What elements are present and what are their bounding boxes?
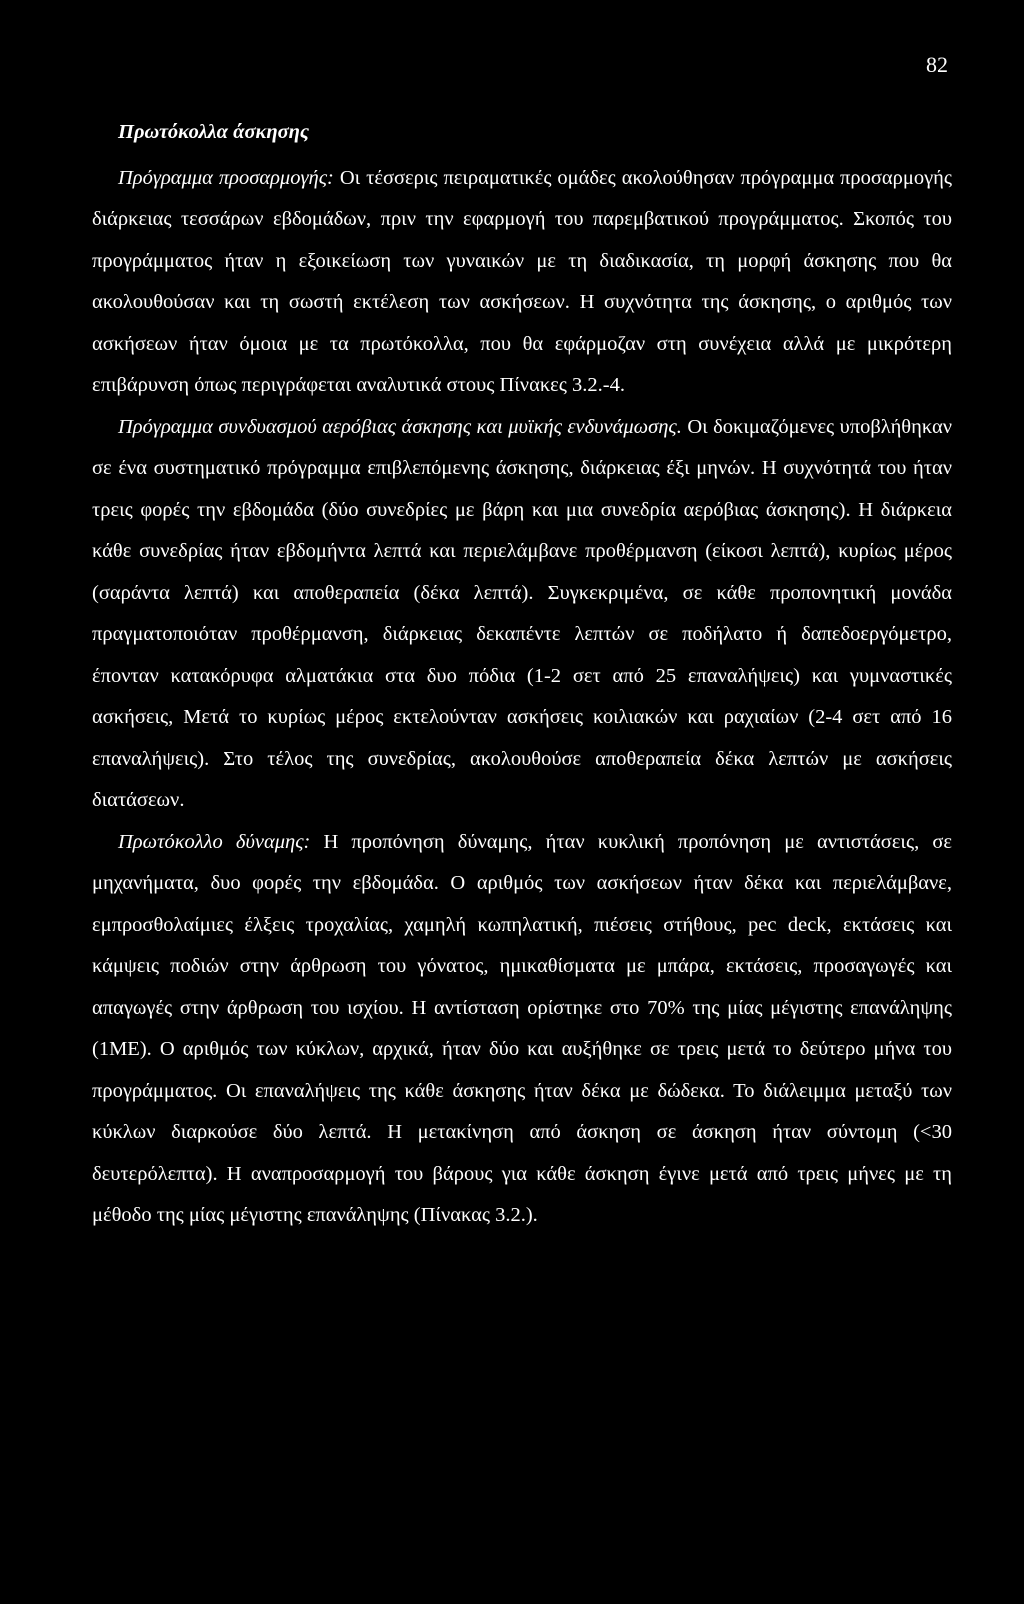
page-number: 82	[926, 52, 948, 77]
paragraph-strength-protocol	[92, 822, 952, 1237]
section-heading: Πρωτόκολλα άσκησης	[118, 121, 310, 143]
paragraph-text: Οι δοκιμαζόμενες υποβλήθηκαν σε ένα συστηματικό πρόγραμμα επιβλεπόμενης άσκησης, διάρκειας έξι μηνών. Η συχνότητά του ήταν τρεις φορές την εβδομάδα (δύο συνεδρίες με βάρη και μια συνεδρία αερόβιας άσκησης). Η διάρκεια κάθε συνεδρίας ήταν εβδομήντα λεπτά και περιελάμβανε προθέρμανση (είκοσι λεπτά), κυρίως μέρος (σαράντα λεπτά) και αποθεραπεία (δέκα λεπτά). Συγκεκριμένα, σε κάθε προπονητική μονάδα πραγματοποιόταν προθέρμανση, διάρκειας δεκαπέντε λεπτών σε ποδήλατο ή δαπεδοεργόμετρο, έπονταν κατακόρυφα αλματάκια στα δυο πόδια (1-2 σετ από 25 επαναλήψεις) και γυμναστικές ασκήσεις, Μετά το κυρίως μέρος εκτελούνταν ασκήσεις κοιλιακών και ραχιαίων (2-4 σετ από 16 επαναλήψεις). Στο τέλος της συνεδρίας, ακολουθούσε αποθεραπεία δέκα λεπτών με ασκήσεις διατάσεων.	[92, 415, 952, 811]
paragraph-lead: Πρωτόκολλο δύναμης:	[118, 830, 311, 853]
paragraph-text: Οι τέσσερις πειραματικές ομάδες ακολούθησαν πρόγραμμα προσαρμογής διάρκειας τεσσάρων εβδομάδων, πριν την εφαρμογή του παρεμβατικού προγράμματος. Σκοπός του προγράμματος ήταν η εξοικείωση των γυναικών με τη διαδικασία, τη μορφή άσκησης που θα ακολουθούσαν και τη σωστή εκτέλεση των ασκήσεων. Η συχνότητα της άσκησης, ο αριθμός των ασκήσεων ήταν όμοια με τα πρωτόκολλα, που θα εφάρμοζαν στη συνέχεια αλλά με μικρότερη επιβάρυνση όπως περιγράφεται αναλυτικά στους Πίνακες 3.2.-4.	[92, 166, 952, 396]
paragraph-adaptation-program	[92, 158, 952, 407]
paragraph-text: Η προπόνηση δύναμης, ήταν κυκλική προπόνηση με αντιστάσεις, σε μηχανήματα, δυο φορές την εβδομάδα. Ο αριθμός των ασκήσεων ήταν δέκα και περιελάμβανε, εμπροσθολαίμιες έλξεις τροχαλίας, χαμηλή κωπηλατική, πιέσεις στήθους, pec deck, εκτάσεις και κάμψεις ποδιών στην άρθρωση του γόνατος, ημικαθίσματα με μπάρα, εκτάσεις, προσαγωγές και απαγωγές στην άρθρωση του ισχίου. Η αντίσταση ορίστηκε στο 70% της μίας μέγιστης επανάληψης (1ΜΕ). Ο αριθμός των κύκλων, αρχικά, ήταν δύο και αυξήθηκε σε τρεις μετά το δεύτερο μήνα του προγράμματος. Οι επαναλήψεις της κάθε άσκησης ήταν δέκα με δώδεκα. Το διάλειμμα μεταξύ των κύκλων διαρκούσε δύο λεπτά. Η μετακίνηση από άσκηση σε άσκηση ήταν σύντομη (<30 δευτερόλεπτα). Η αναπροσαρμογή του βάρους για κάθε άσκηση έγινε μετά από τρεις μήνες με τη μέθοδο της μίας μέγιστης επανάληψης (Πίνακας 3.2.).	[92, 830, 952, 1226]
paragraph-lead: Πρόγραμμα συνδυασμού αερόβιας άσκησης και μυϊκής ενδυνάμωσης.	[118, 415, 682, 438]
paragraph-combined-program	[92, 407, 952, 822]
paragraph-lead: Πρόγραμμα προσαρμογής:	[118, 166, 334, 189]
document-body	[92, 112, 952, 1237]
